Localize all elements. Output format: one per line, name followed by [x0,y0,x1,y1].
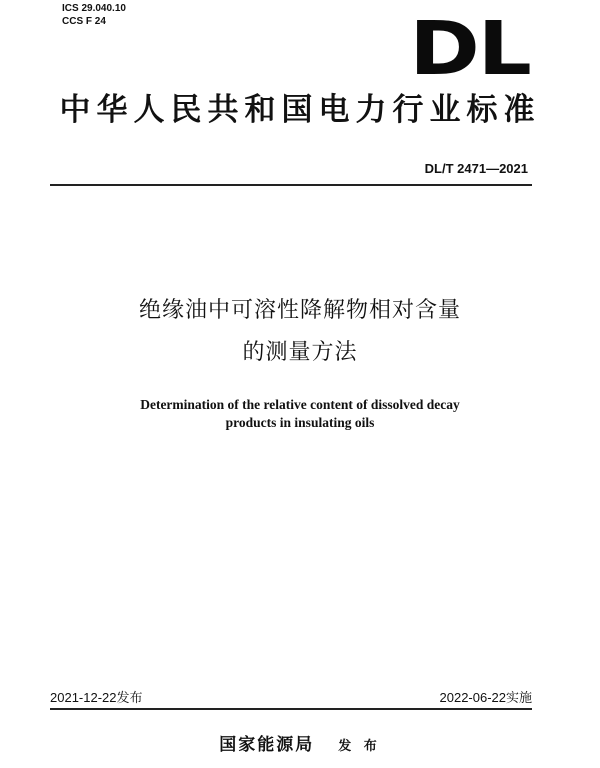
dl-logo: DL [409,6,530,92]
classification-codes [62,2,126,28]
title-zh-line1: 绝缘油中可溶性降解物相对含量 [138,298,461,323]
ccs-code: CCS F 24 [62,16,106,27]
document-number: DL/T 2471—2021 [424,161,528,176]
bottom-divider [50,708,532,710]
publish-label: 发 布 [338,739,381,754]
issue-date: 2021-12-22发布 [50,690,143,705]
issuer-name: 国家能源局 [219,735,315,755]
issuer-line [0,733,600,759]
top-divider [50,184,532,186]
title-zh-line2: 的测量方法 [242,340,358,365]
title-en-line2: products in insulating oils [225,415,375,430]
standard-organization-heading: 中华人民共和国电力行业标准 [59,92,541,128]
ics-code: ICS 29.040.10 [62,3,126,14]
title-en-line1: Determination of the relative content of dissolved decay [140,397,460,412]
implementation-date: 2022-06-22实施 [439,690,532,705]
